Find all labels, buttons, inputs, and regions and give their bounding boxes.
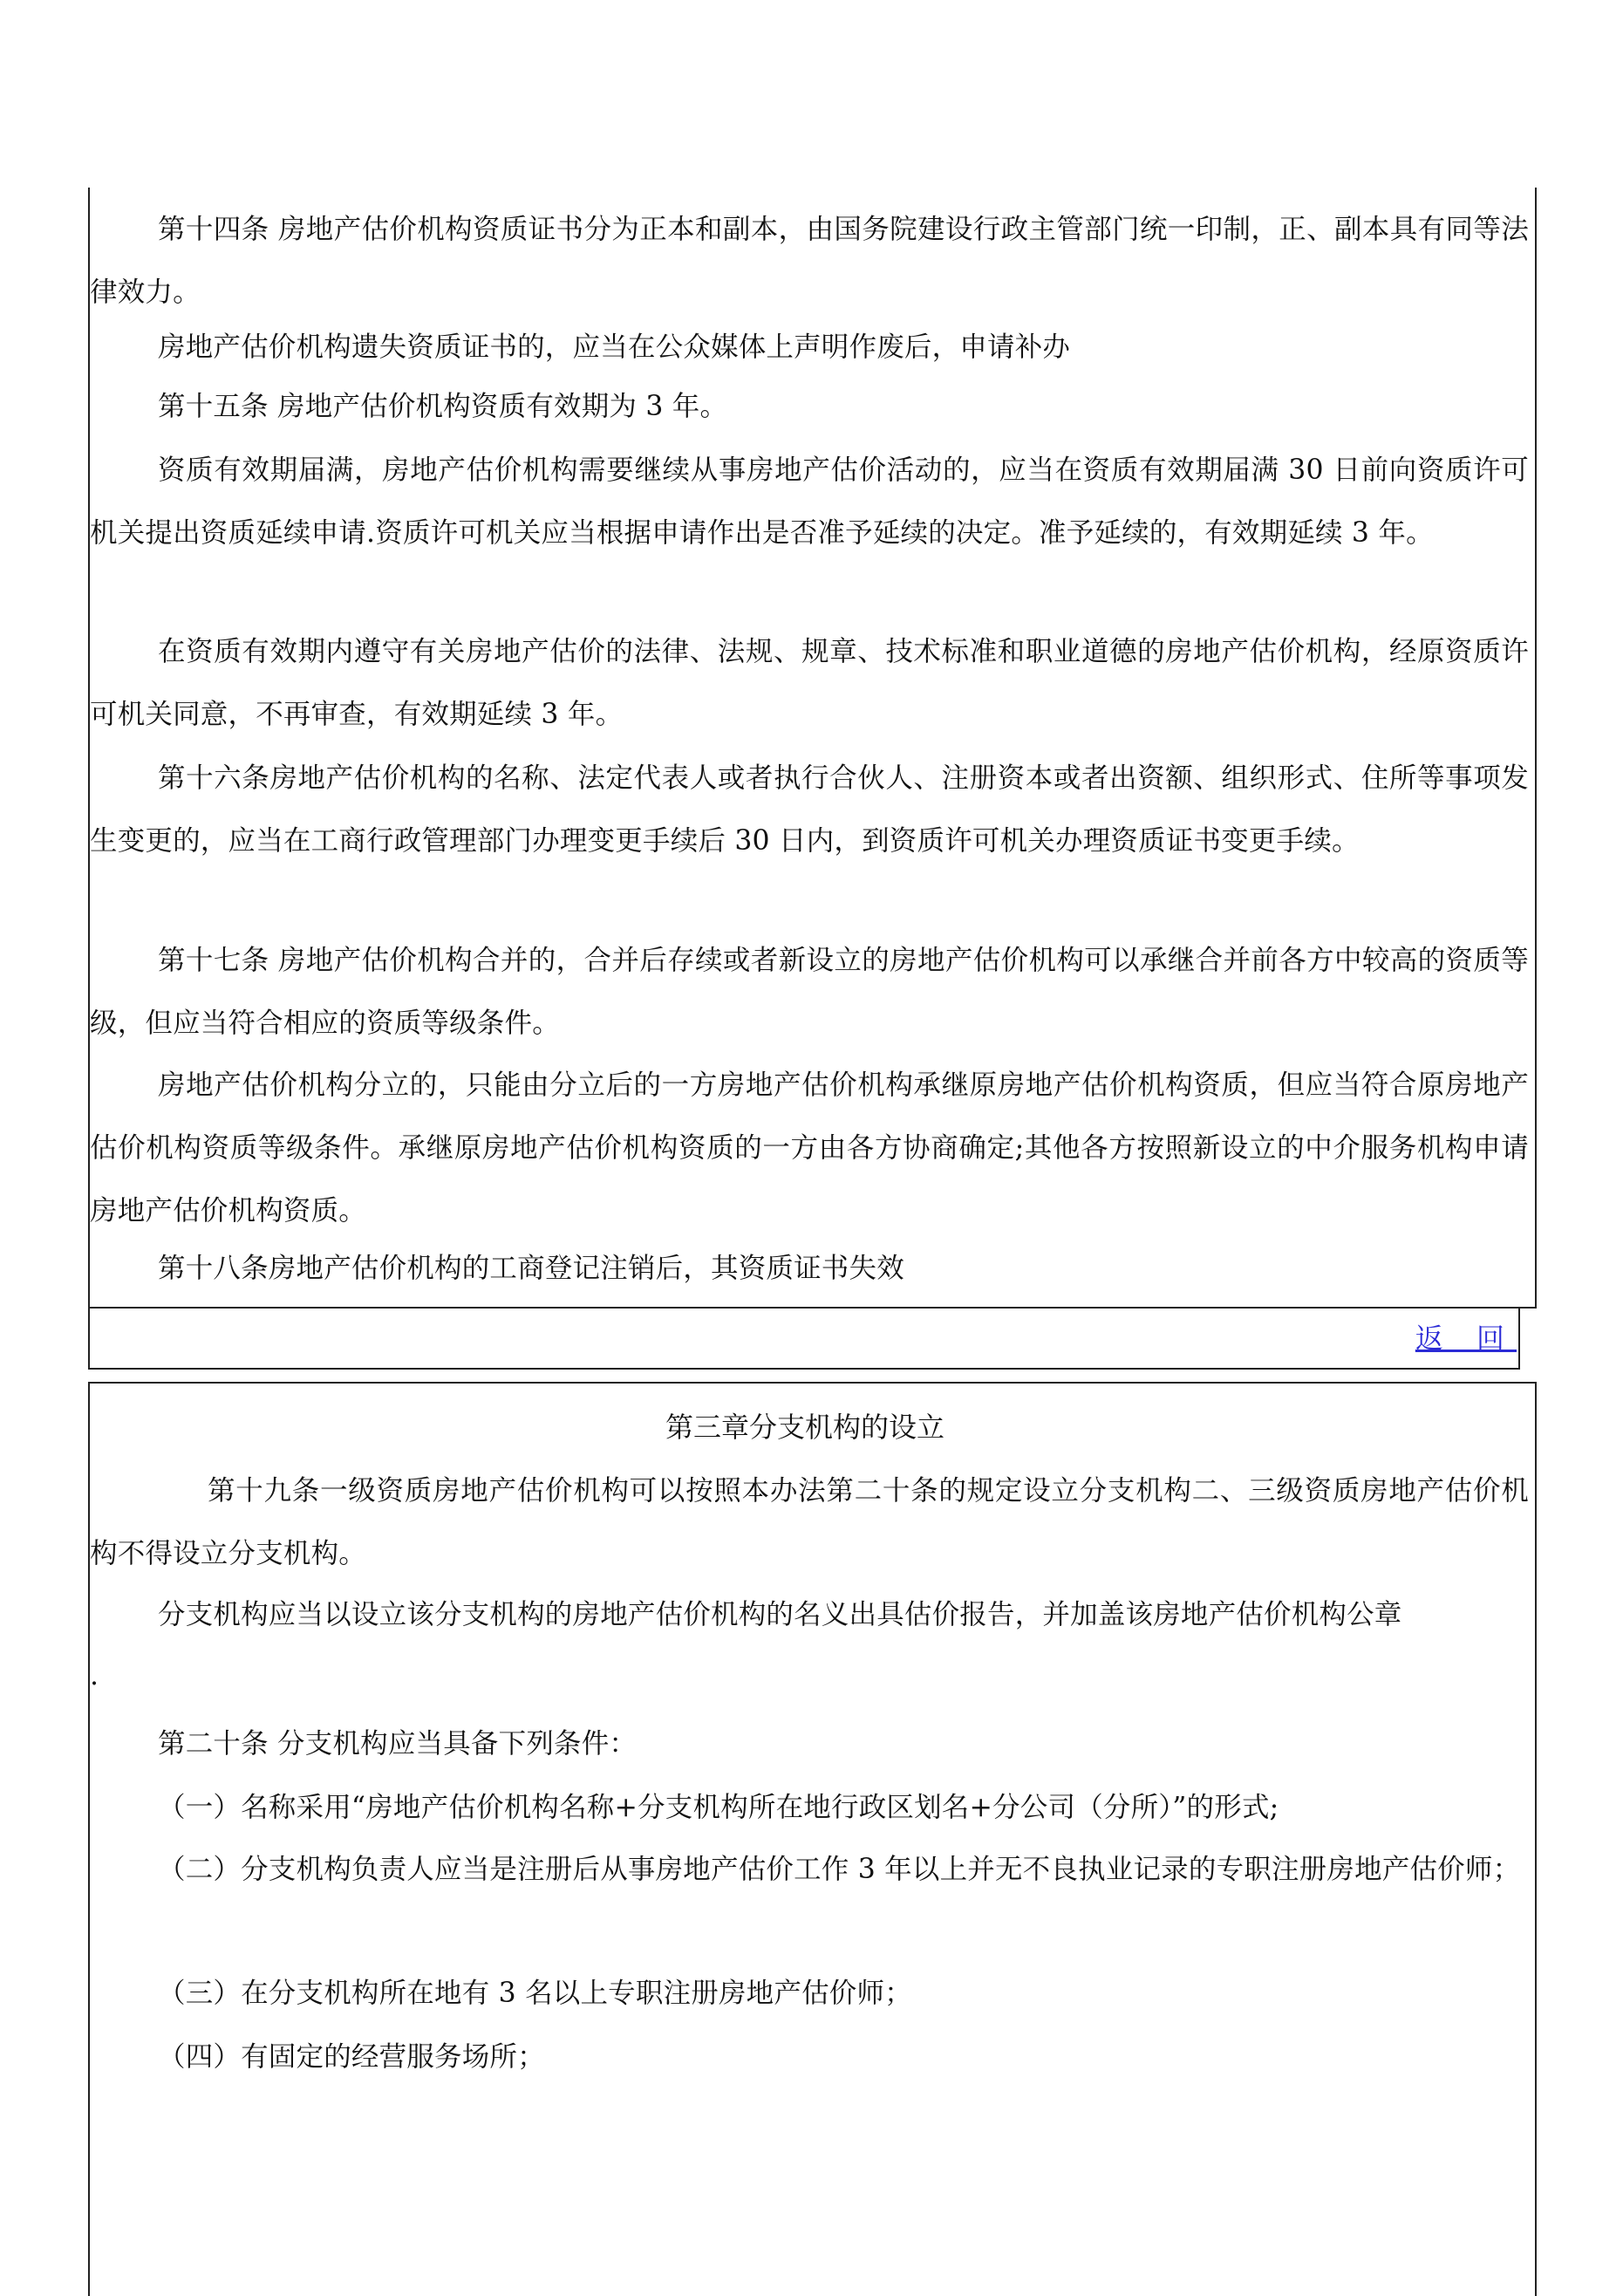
article-20-item-1: （一）名称采用“房地产估价机构名称+分支机构所在地行政区划名+分公司（分所）”的形式; (158, 1792, 1279, 1823)
article-14-lost-certificate-paragraph: 房地产估价机构遗失资质证书的，应当在公众媒体上声明作废后，申请补办 (158, 331, 1071, 363)
article-20-item-4: （四）有固定的经营服务场所； (158, 2041, 545, 2073)
return-link[interactable]: 返 回 (1415, 1322, 1517, 1355)
return-row-frame (88, 1307, 1520, 1370)
chapter3-title: 第三章分支机构的设立 (665, 1411, 944, 1444)
article-19-paragraph: 第十九条一级资质房地产估价机构可以按照本办法第二十条的规定设立分支机构二、三级资质房地产估价机构不得设立分支机构。 (90, 1475, 1529, 1569)
article-15-compliance-paragraph: 在资质有效期内遵守有关房地产估价的法律、法规、规章、技术标准和职业道德的房地产估价机构，经原资质许可机关同意，不再审查，有效期延续 3 年。 (90, 636, 1529, 730)
article-15-renewal-paragraph: 资质有效期届满，房地产估价机构需要继续从事房地产估价活动的，应当在资质有效期届满 30 日前向资质许可机关提出资质延续申请.资质许可机关应当根据申请作出是否准予延续的决定。准予延续的，有效期延续 3 年。 (90, 454, 1529, 549)
article-17-paragraph: 第十七条 房地产估价机构合并的，合并后存续或者新设立的房地产估价机构可以承继合并前各方中较高的资质等级，但应当符合相应的资质等级条件。 (90, 945, 1529, 1039)
article-20-item-3: （三）在分支机构所在地有 3 名以上专职注册房地产估价师； (158, 1978, 912, 2009)
article-17-division-paragraph: 房地产估价机构分立的，只能由分立后的一方房地产估价机构承继原房地产估价机构资质，但应当符合原房地产估价机构资质等级条件。承继原房地产估价机构资质的一方由各方协商确定;其他各方按照新设立的中介服务机构申请房地产估价机构资质。 (90, 1069, 1529, 1227)
article-19-branch-report-paragraph: 分支机构应当以设立该分支机构的房地产估价机构的名义出具估价报告，并加盖该房地产估价机构公章 (158, 1599, 1402, 1630)
article-16-paragraph: 第十六条房地产估价机构的名称、法定代表人或者执行合伙人、注册资本或者出资额、组织形式、住所等事项发生变更的，应当在工商行政管理部门办理变更手续后 30 日内，到资质许可机关办理资质证书变更手续。 (90, 762, 1529, 857)
article-19-trailing-period: . (90, 1660, 99, 1691)
article-20-item-2: （二）分支机构负责人应当是注册后从事房地产估价工作 3 年以上并无不良执业记录的专职注册房地产估价师； (158, 1854, 1521, 1885)
article-18-paragraph: 第十八条房地产估价机构的工商登记注销后，其资质证书失效 (158, 1253, 904, 1284)
article-14-paragraph: 第十四条 房地产估价机构资质证书分为正本和副本，由国务院建设行政主管部门统一印制，正、副本具有同等法律效力。 (90, 214, 1529, 308)
article-15-paragraph: 第十五条 房地产估价机构资质有效期为 3 年。 (158, 391, 728, 422)
article-20-paragraph: 第二十条 分支机构应当具备下列条件： (158, 1728, 638, 1760)
